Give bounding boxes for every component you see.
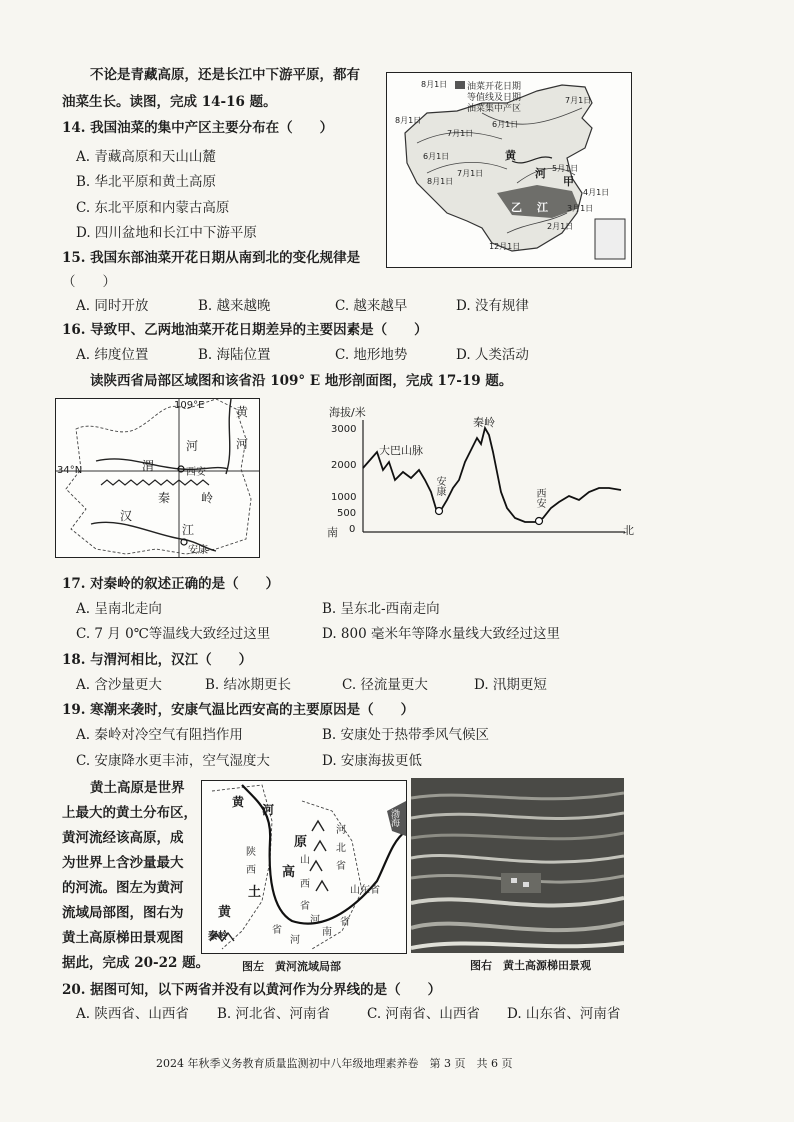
option: B. 越来越晚 — [198, 298, 271, 314]
shaanxi-map-svg — [56, 399, 259, 557]
option: C. 地形地势 — [335, 347, 408, 363]
y-axis-label: 海拔/米 — [329, 406, 366, 419]
question-stem: 16. 导致甲、乙两地油菜开花日期差异的主要因素是（ ） — [62, 322, 428, 338]
map-label: 西 — [300, 879, 310, 890]
isoline-date: 8月1日 — [395, 116, 422, 125]
option: A. 纬度位置 — [76, 347, 149, 363]
isoline-date: 2月1日 — [547, 222, 574, 231]
intro-line: 黄河流经该高原，成 — [62, 830, 184, 846]
map-label: 陕 — [246, 847, 256, 858]
intro-line: 油菜生长。读图，完成 14-16 题。 — [62, 94, 277, 110]
isoline-date: 8月1日 — [427, 177, 454, 186]
legend-text: 油菜集中产区 — [467, 104, 522, 114]
map-label: 江 — [182, 523, 195, 537]
taihang-mountains — [310, 821, 328, 891]
figure-caption: 图左 黄河流域局部 — [242, 960, 341, 973]
isoline-date: 6月1日 — [423, 152, 450, 161]
map-label: 渭 — [142, 459, 155, 473]
legend-text: 等值线及日期 — [467, 93, 522, 103]
intro-line: 上最大的黄土分布区， — [62, 805, 197, 821]
legend-swatch — [455, 81, 465, 89]
map-label: 西 — [246, 865, 256, 876]
terrain-profile — [325, 400, 635, 545]
question-stem: 14. 我国油菜的集中产区主要分布在（ ） — [62, 120, 334, 136]
y-tick-label: 500 — [337, 508, 357, 519]
map-label: 原 — [294, 835, 308, 850]
isoline-date: 3月1日 — [567, 204, 594, 213]
intro-line: 读陕西省局部区域图和该省沿 109° E 地形剖面图，完成 17-19 题。 — [90, 373, 513, 389]
map-label: 山 — [300, 855, 310, 866]
shaanxi-map — [55, 398, 260, 558]
map-label: 黄 — [218, 905, 232, 920]
option: A. 呈南北走向 — [76, 601, 162, 617]
south-sea-inset — [595, 219, 625, 259]
option: B. 华北平原和黄土高原 — [76, 174, 217, 190]
map-label: 省 — [336, 861, 346, 872]
map-label: 河 — [236, 437, 249, 451]
page-footer: 2024 年秋季义务教育质量监测初中八年级地理素养卷 第 3 页 共 6 页 — [156, 1057, 513, 1070]
answer-paren: （ ） — [62, 274, 116, 290]
map-label: 土 — [248, 885, 262, 900]
map-label: 黄 — [236, 405, 249, 419]
ankang-point — [436, 508, 443, 515]
province-border — [302, 801, 362, 949]
map-label: 汉 — [120, 509, 133, 523]
intro-line: 据此，完成 20-22 题。 — [62, 955, 210, 971]
isoline-date: 7月1日 — [457, 169, 484, 178]
option: C. 越来越早 — [335, 298, 408, 314]
mountain-label: 大巴山脉 — [379, 444, 423, 457]
option: A. 陕西省、山西省 — [76, 1006, 189, 1022]
south-label: 南 — [327, 526, 338, 539]
map-label: 黄 — [232, 795, 245, 809]
city-label: 安康 — [434, 476, 445, 496]
lon-label: 109°E — [174, 400, 205, 411]
map-label: 岭 — [201, 491, 214, 505]
map-label: 河 — [535, 167, 546, 180]
map-label: 高 — [282, 865, 296, 880]
map-label: 秦岭 — [208, 931, 228, 942]
option: B. 安康处于热带季风气候区 — [322, 727, 490, 743]
option: B. 呈东北-西南走向 — [322, 601, 440, 617]
intro-line: 黄土高原是世界 — [90, 780, 185, 796]
qinling-mountains — [101, 480, 209, 485]
isoline-date: 7月1日 — [565, 96, 592, 105]
figure-caption: 图右 黄土高源梯田景观 — [470, 959, 591, 972]
y-tick-label: 2000 — [331, 460, 357, 471]
map-label: 江 — [537, 201, 548, 214]
option: C. 径流量更大 — [342, 677, 428, 693]
option: D. 安康海拔更低 — [322, 753, 422, 769]
y-tick-label: 3000 — [331, 424, 357, 435]
isoline-date: 6月1日 — [492, 120, 519, 129]
map-label: 山东省 — [350, 885, 380, 896]
china-rapeseed-map — [386, 72, 632, 268]
option: D. 汛期更短 — [474, 677, 547, 693]
option: C. 河南省、山西省 — [367, 1006, 480, 1022]
option: C. 安康降水更丰沛，空气湿度大 — [76, 753, 270, 769]
map-label: 省 — [340, 917, 350, 928]
map-label: 河 — [186, 439, 199, 453]
terrace-photo-svg — [411, 778, 624, 953]
map-label: 乙 — [511, 201, 522, 214]
isoline-date: 12月1日 — [489, 242, 521, 251]
map-label: 省 — [272, 925, 282, 936]
y-tick-label: 0 — [349, 524, 356, 535]
map-label: 河 — [262, 803, 275, 817]
question-stem: 20. 据图可知，以下两省并没有以黄河作为分界线的是（ ） — [62, 982, 442, 998]
option: B. 海陆位置 — [198, 347, 271, 363]
city-label: 西安 — [534, 488, 545, 508]
province-border — [66, 399, 251, 554]
map-label: 河 — [310, 915, 320, 926]
option: C. 东北平原和内蒙古高原 — [76, 200, 230, 216]
map-label: 甲 — [563, 175, 574, 188]
intro-line: 的河流。图左为黄河 — [62, 880, 184, 896]
intro-line: 为世界上含沙量最大 — [62, 855, 184, 871]
option: B. 河北省、河南省 — [217, 1006, 331, 1022]
map-label: 北 — [336, 843, 346, 854]
option: A. 同时开放 — [76, 298, 149, 314]
terrace-photo — [411, 778, 624, 953]
map-label: 河 — [290, 935, 300, 946]
wei-river — [96, 459, 228, 469]
question-stem: 18. 与渭河相比，汉江（ ） — [62, 652, 253, 668]
option: C. 7 月 0℃等温线大致经过这里 — [76, 626, 271, 642]
map-label: 黄 — [505, 149, 516, 162]
option: B. 结冰期更长 — [205, 677, 292, 693]
map-label: 秦 — [158, 491, 171, 505]
map-label: 渤海 — [389, 809, 399, 827]
isoline-date: 7月1日 — [447, 129, 474, 138]
y-tick-label: 1000 — [331, 492, 357, 503]
yellow-river — [226, 399, 231, 474]
intro-line: 黄土高原梯田景观图 — [62, 930, 184, 946]
option: A. 含沙量更大 — [76, 677, 162, 693]
intro-line: 流域局部图，图右为 — [62, 905, 184, 921]
isoline-date: 4月1日 — [583, 188, 610, 197]
map-label: 河 — [336, 825, 346, 836]
option: A. 青藏高原和天山山麓 — [76, 149, 216, 165]
xian-point — [536, 518, 543, 525]
map-label: 南 — [322, 927, 332, 938]
city-label: 安康 — [188, 545, 208, 556]
question-stem: 15. 我国东部油菜开花日期从南到北的变化规律是 — [62, 250, 361, 266]
legend-date: 8月1日 — [421, 80, 448, 89]
map-label: 省 — [300, 901, 310, 912]
yellow-river-basin-map — [201, 780, 407, 954]
intro-line: 不论是青藏高原，还是长江中下游平原，都有 — [90, 67, 360, 83]
question-stem: 19. 寒潮来袭时，安康气温比西安高的主要原因是（ ） — [62, 702, 415, 718]
city-label: 西安 — [186, 467, 206, 478]
option: D. 人类活动 — [456, 347, 529, 363]
option: D. 山东省、河南省 — [507, 1006, 621, 1022]
option: D. 800 毫米年等降水量线大致经过这里 — [322, 626, 560, 642]
option: D. 四川盆地和长江中下游平原 — [76, 225, 257, 241]
question-stem: 17. 对秦岭的叙述正确的是（ ） — [62, 576, 280, 592]
lat-label: 34°N — [57, 465, 83, 476]
option: D. 没有规律 — [456, 298, 529, 314]
option: A. 秦岭对冷空气有阻挡作用 — [76, 727, 243, 743]
north-label: 北 — [623, 524, 634, 537]
mountain-label: 秦岭 — [473, 416, 495, 429]
isoline-date: 5月1日 — [552, 164, 579, 173]
legend-text: 油菜开花日期 — [467, 82, 522, 92]
